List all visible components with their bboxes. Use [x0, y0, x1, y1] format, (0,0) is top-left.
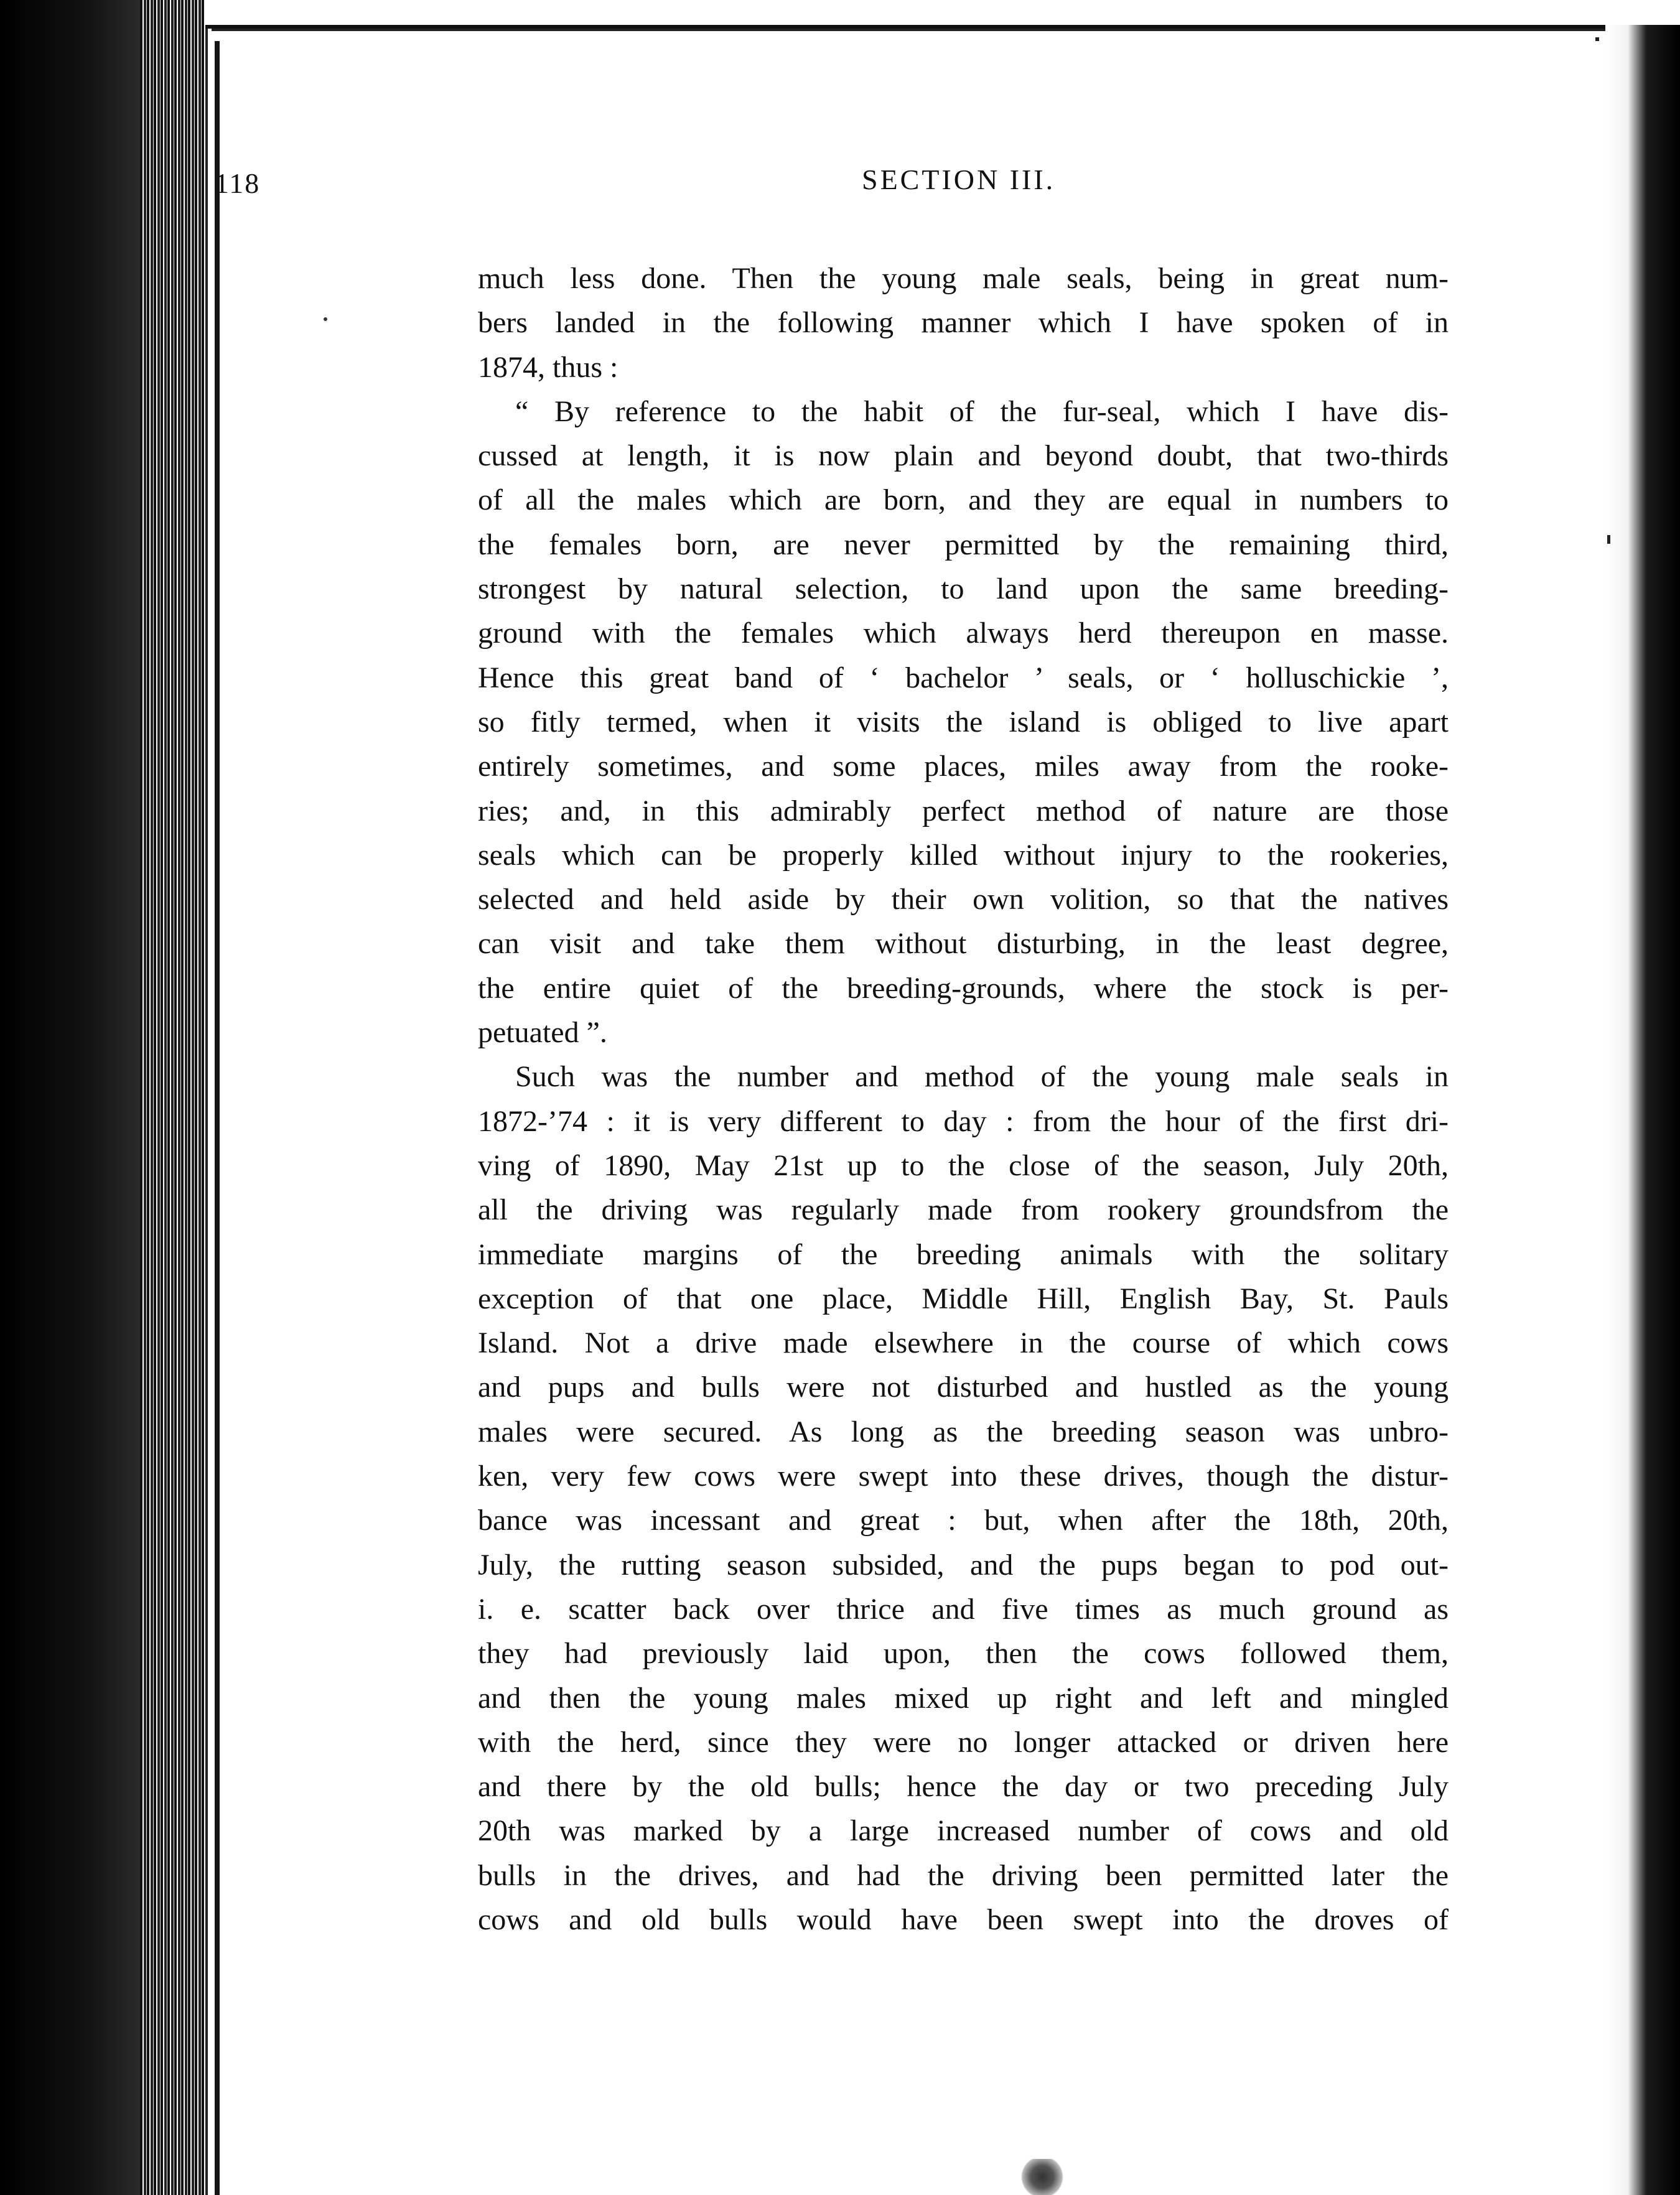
body-text: [478, 256, 1449, 1942]
text-line: July, the rutting season subsided, and the pups began to pod out-: [478, 1548, 1449, 1582]
book-binding: [0, 0, 140, 2195]
text-line: “ By reference to the habit of the fur-seal, which I have dis-: [515, 394, 1449, 428]
text-line: males were secured. As long as the breeding season was unbro-: [478, 1415, 1449, 1448]
ink-blot: [1020, 2159, 1064, 2195]
text-line: the females born, are never permitted by the remaining third,: [478, 528, 1449, 561]
text-line: ken, very few cows were swept into these drives, though the distur-: [478, 1460, 1449, 1493]
text-line: strongest by natural selection, to land upon the same breeding-: [478, 572, 1449, 606]
text-line: ving of 1890, May 21st up to the close of the season, July 20th,: [478, 1149, 1449, 1182]
text-line: bers landed in the following manner which I have spoken of in: [478, 306, 1449, 340]
running-head: SECTION III.: [862, 164, 1056, 195]
top-page-edge: [205, 0, 1680, 29]
text-line: with the herd, since they were no longer attacked or driven here: [478, 1725, 1449, 1759]
margin-speck: [1607, 535, 1610, 544]
text-line: ries; and, in this admirably perfect method of nature are those: [478, 794, 1449, 827]
text-line: of all the males which are born, and they are equal in numbers to: [478, 483, 1449, 517]
text-line: 20th was marked by a large increased number of cows and old: [478, 1814, 1449, 1848]
text-line: so fitly termed, when it visits the island is obliged to live apart: [478, 705, 1449, 739]
text-line: bance was incessant and great : but, when after the 18th, 20th,: [478, 1504, 1449, 1537]
text-line: bulls in the drives, and had the driving been permitted later the: [478, 1858, 1449, 1892]
text-line: the entire quiet of the breeding-grounds, where the stock is per-: [478, 971, 1449, 1005]
text-line: seals which can be properly killed without injury to the rookeries,: [478, 838, 1449, 872]
margin-speck: [324, 317, 327, 321]
text-line: can visit and take them without disturbing, in the least degree,: [478, 927, 1449, 961]
text-line: all the driving was regularly made from rookery groundsfrom the: [478, 1193, 1449, 1227]
text-line: exception of that one place, Middle Hill, English Bay, St. Pauls: [478, 1282, 1449, 1315]
text-line: cussed at length, it is now plain and beyond doubt, that two-thirds: [478, 439, 1449, 473]
text-line: Hence this great band of ‘ bachelor ’ seals, or ‘ holluschickie ’,: [478, 661, 1449, 694]
text-line: Island. Not a drive made elsewhere in the course of which cows: [478, 1326, 1449, 1360]
page-number: 118: [215, 167, 261, 199]
text-line: i. e. scatter back over thrice and five times as much ground as: [478, 1592, 1449, 1626]
right-page-edge: [1605, 25, 1680, 2195]
text-line: entirely sometimes, and some places, miles away from the rooke-: [478, 750, 1449, 783]
text-line: they had previously laid upon, then the cows followed them,: [478, 1637, 1449, 1671]
text-line: 1874, thus :: [478, 350, 618, 384]
text-line: and then the young males mixed up right and left and mingled: [478, 1681, 1449, 1715]
text-line: petuated ”.: [478, 1016, 607, 1050]
text-line: ground with the females which always herd thereupon en masse.: [478, 617, 1449, 650]
text-line: 1872-’74 : it is very different to day : from the hour of the first dri-: [478, 1104, 1449, 1138]
text-line: and pups and bulls were not disturbed and hustled as the young: [478, 1371, 1449, 1404]
text-line: much less done. Then the young male seals, being in great num-: [478, 262, 1449, 295]
text-line: and there by the old bulls; hence the day or two preceding July: [478, 1770, 1449, 1804]
page-edge-stack: [140, 0, 208, 2195]
text-line: Such was the number and method of the young male seals in: [515, 1060, 1449, 1094]
text-line: selected and held aside by their own volition, so that the natives: [478, 883, 1449, 916]
text-line: cows and old bulls would have been swept into the droves of: [478, 1903, 1449, 1936]
text-line: immediate margins of the breeding animals with the solitary: [478, 1237, 1449, 1271]
